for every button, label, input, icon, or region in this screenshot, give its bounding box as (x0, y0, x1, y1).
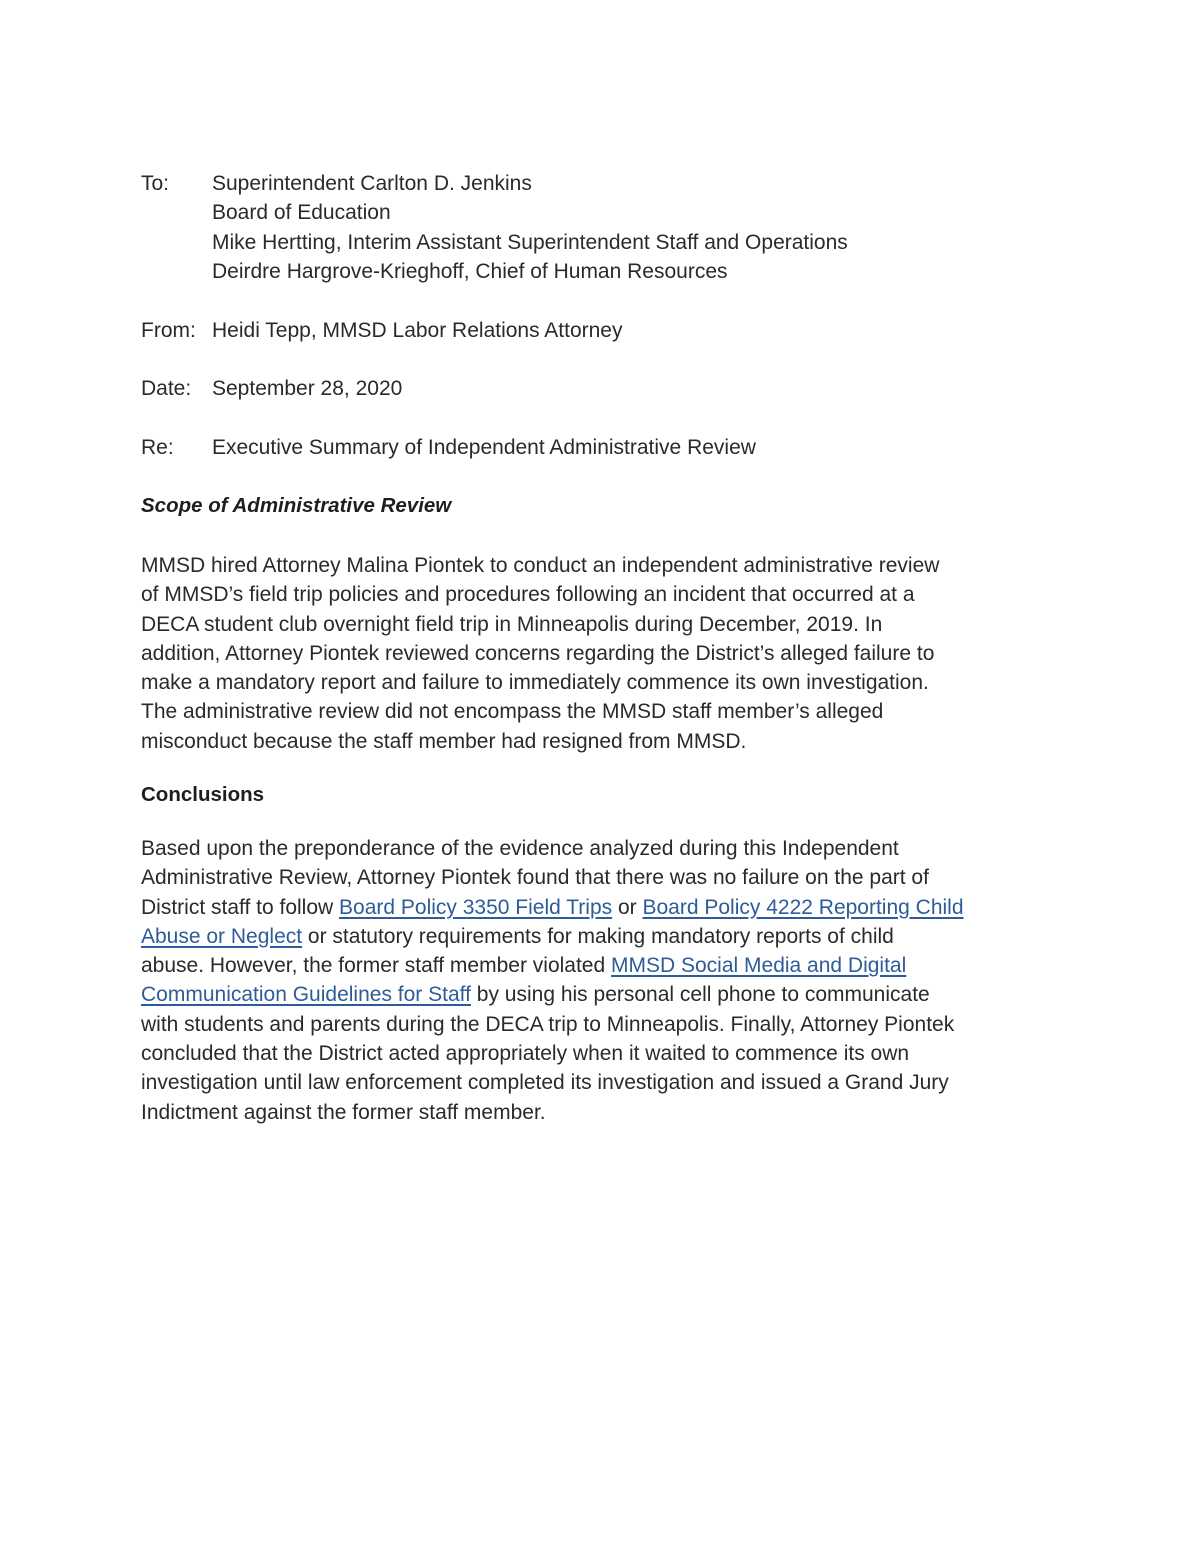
to-label: To: (141, 172, 170, 195)
text-line: Based upon the preponderance of the evidence analyzed during this Independent (141, 837, 899, 860)
date-label: Date: (141, 377, 192, 400)
text-span: abuse. However, the former staff member violated (141, 954, 611, 978)
text-line: investigation until law enforcement completed its investigation and issued a Grand Jury (141, 1071, 949, 1095)
text-line: concluded that the District acted appropriately when it waited to commence its own (141, 1042, 910, 1066)
board-policy-4222-link-cont[interactable]: Abuse or Neglect (141, 924, 303, 948)
recipient: Superintendent Carlton D. Jenkins (212, 172, 532, 195)
from-value: Heidi Tepp, MMSD Labor Relations Attorney (212, 319, 623, 342)
text-line (141, 922, 1071, 951)
social-media-guidelines-link[interactable]: MMSD Social Media and Digital (611, 954, 907, 978)
board-policy-4222-link[interactable]: Board Policy 4222 Reporting Child (642, 895, 964, 919)
text-line: The administrative review did not encompass the MMSD staff member’s alleged (141, 700, 884, 724)
text-line: MMSD hired Attorney Malina Piontek to conduct an independent administrative review (141, 554, 940, 577)
re-value: Executive Summary of Independent Administrative Review (212, 436, 756, 459)
text-line: addition, Attorney Piontek reviewed concerns regarding the District’s alleged failure to (141, 641, 935, 665)
text-line (141, 893, 1071, 922)
recipient: Board of Education (212, 201, 391, 225)
recipient: Mike Hertting, Interim Assistant Superintendent Staff and Operations (212, 230, 848, 254)
text-line: misconduct because the staff member had resigned from MMSD. (141, 729, 747, 753)
to-recipients (212, 169, 848, 286)
social-media-guidelines-link-cont[interactable]: Communication Guidelines for Staff (141, 983, 471, 1007)
text-line: DECA student club overnight field trip in Minneapolis during December, 2019. In (141, 612, 883, 636)
scope-heading: Scope of Administrative Review (141, 494, 452, 517)
text-span: or statutory requirements for making mandatory reports of child (302, 924, 894, 948)
conclusions-paragraph (141, 834, 1071, 1127)
text-line: Administrative Review, Attorney Piontek found that there was no failure on the part of (141, 866, 929, 890)
conclusions-heading: Conclusions (141, 783, 265, 806)
re-label: Re: (141, 436, 174, 459)
text-span: District staff to follow (141, 895, 340, 919)
text-span: or (612, 895, 643, 919)
text-line: Indictment against the former staff member. (141, 1100, 546, 1124)
text-line: make a mandatory report and failure to immediately commence its own investigation. (141, 671, 929, 695)
text-line (141, 980, 1071, 1009)
date-value: September 28, 2020 (212, 377, 403, 400)
text-line (141, 951, 1071, 980)
from-label: From: (141, 319, 196, 342)
text-span: by using his personal cell phone to communicate (470, 983, 930, 1007)
board-policy-3350-link[interactable]: Board Policy 3350 Field Trips (339, 895, 613, 919)
recipient: Deirdre Hargrove-Krieghoff, Chief of Human Resources (212, 259, 728, 283)
text-line: with students and parents during the DECA trip to Minneapolis. Finally, Attorney Piontek (141, 1012, 955, 1036)
text-line: of MMSD’s field trip policies and procedures following an incident that occurred at a (141, 583, 915, 607)
scope-paragraph (141, 551, 1071, 756)
